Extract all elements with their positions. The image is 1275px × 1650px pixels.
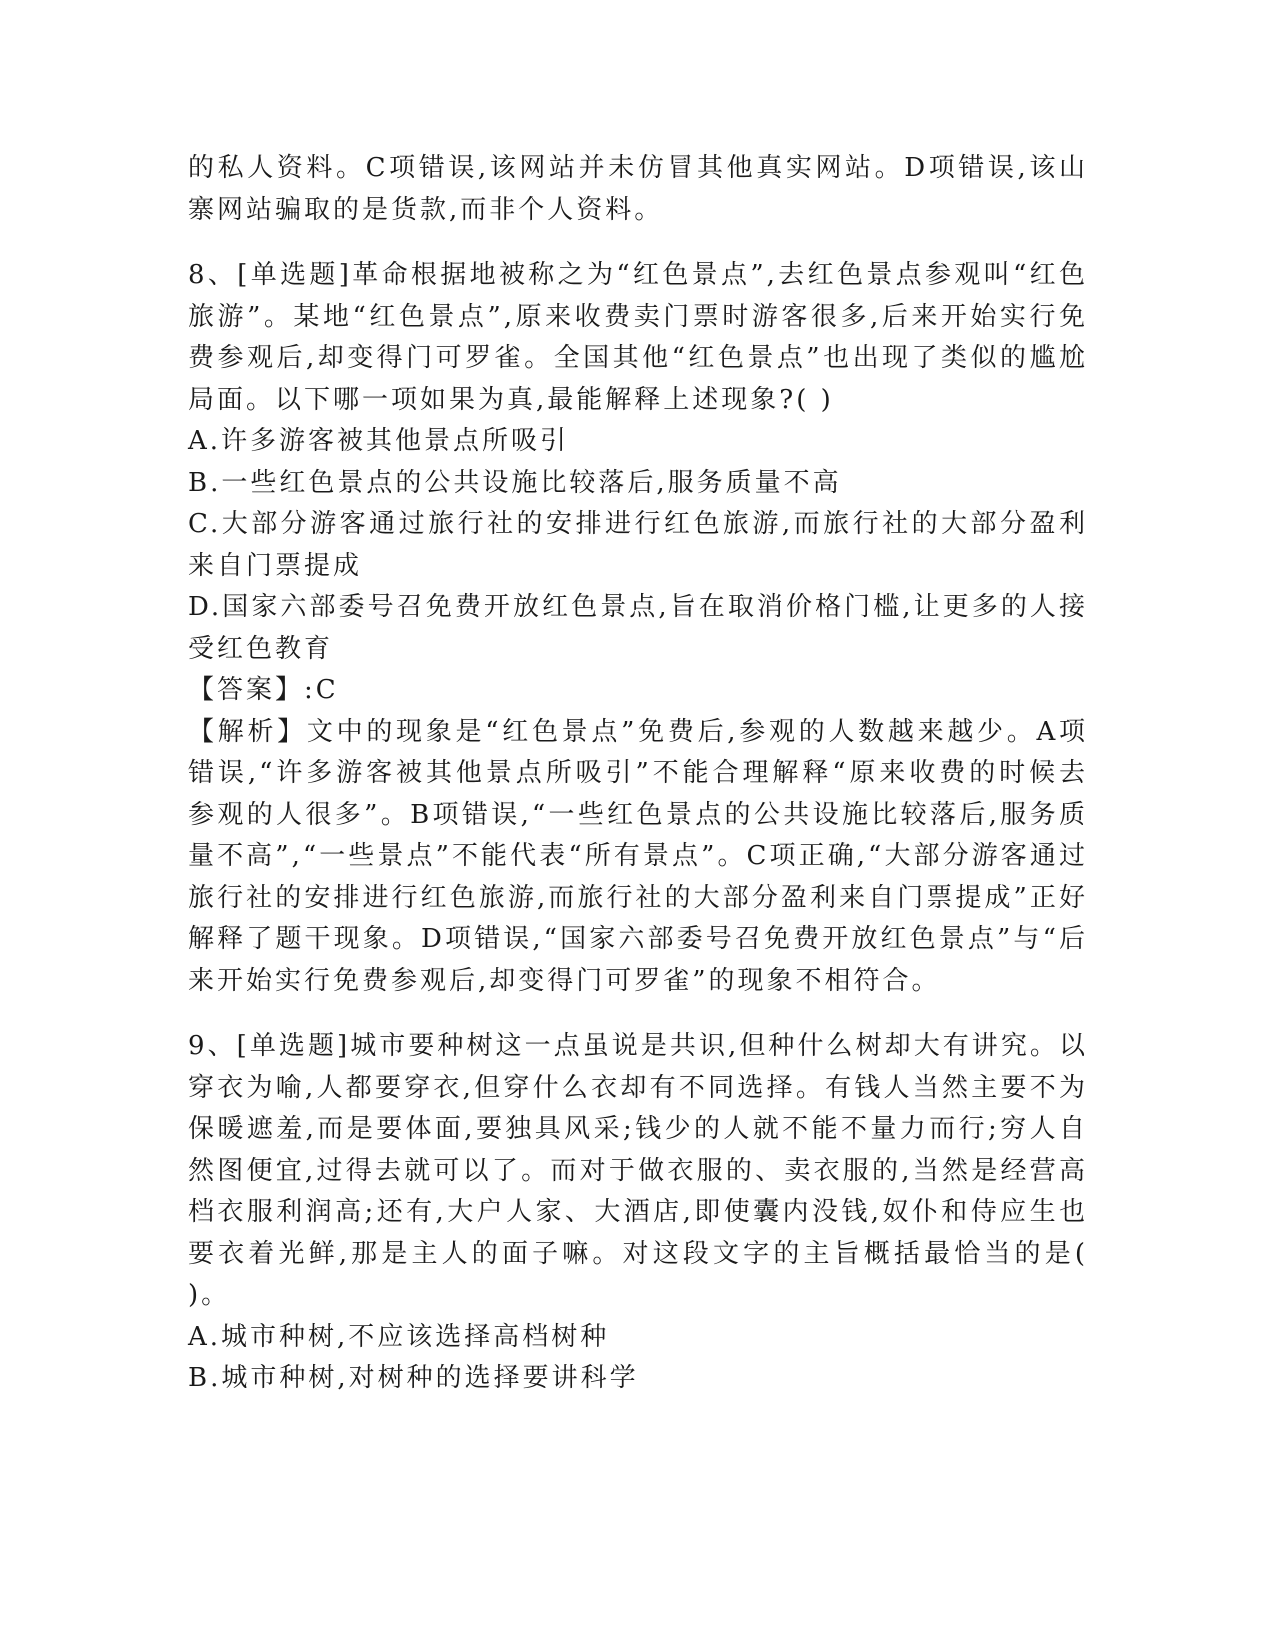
- q8-option-a: A.许多游客被其他景点所吸引: [188, 426, 570, 456]
- q8-answer: 【答案】:C: [188, 675, 339, 705]
- q8-stem: 8、[单选题]革命根据地被称之为“红色景点”,去红色景点参观叫“红色旅游”。某地“红色景点”,原来收费卖门票时游客很多,后来开始实行免费参观后,却变得门可罗雀。全国其他“红色景点”也出现了类似的尴尬局面。以下哪一项如果为真,最能解释上述现象?( ): [188, 260, 1088, 415]
- q9-stem: 9、[单选题]城市要种树这一点虽说是共识,但种什么树却大有讲究。以穿衣为喻,人都要穿衣,但穿什么衣却有不同选择。有钱人当然主要不为保暖遮羞,而是要体面,要独具风采;钱少的人就不能不量力而行;穷人自然图便宜,过得去就可以了。而对于做衣服的、卖衣服的,当然是经营高档衣服利润高;还有,大户人家、大酒店,即使囊内没钱,奴仆和侍应生也要衣着光鲜,那是主人的面子嘛。对这段文字的主旨概括最恰当的是( )。: [188, 1031, 1088, 1310]
- question-9: [188, 1026, 1088, 1400]
- q8-option-c: C.大部分游客通过旅行社的安排进行红色旅游,而旅行社的大部分盈利来自门票提成: [188, 509, 1088, 581]
- q8-option-d: D.国家六部委号召免费开放红色景点,旨在取消价格门槛,让更多的人接受红色教育: [188, 592, 1088, 664]
- question-8: [188, 255, 1088, 1002]
- q8-explanation: 【解析】文中的现象是“红色景点”免费后,参观的人数越来越少。A项错误,“许多游客被其他景点所吸引”不能合理解释“原来收费的时候去参观的人很多”。B项错误,“一些红色景点的公共设施比较落后,服务质量不高”,“一些景点”不能代表“所有景点”。C项正确,“大部分游客通过旅行社的安排进行红色旅游,而旅行社的大部分盈利来自门票提成”正好解释了题干现象。D项错误,“国家六部委号召免费开放红色景点”与“后来开始实行免费参观后,却变得门可罗雀”的现象不相符合。: [188, 716, 1088, 996]
- q9-option-a: A.城市种树,不应该选择高档树种: [188, 1321, 610, 1352]
- q9-option-b: B.城市种树,对树种的选择要讲科学: [188, 1363, 639, 1393]
- q8-option-b: B.一些红色景点的公共设施比较落后,服务质量不高: [188, 467, 842, 498]
- document-body: [188, 148, 1088, 1400]
- q7-explanation-tail: 的私人资料。C项错误,该网站并未仿冒其他真实网站。D项错误,该山寨网站骗取的是货款,而非个人资料。: [188, 153, 1088, 225]
